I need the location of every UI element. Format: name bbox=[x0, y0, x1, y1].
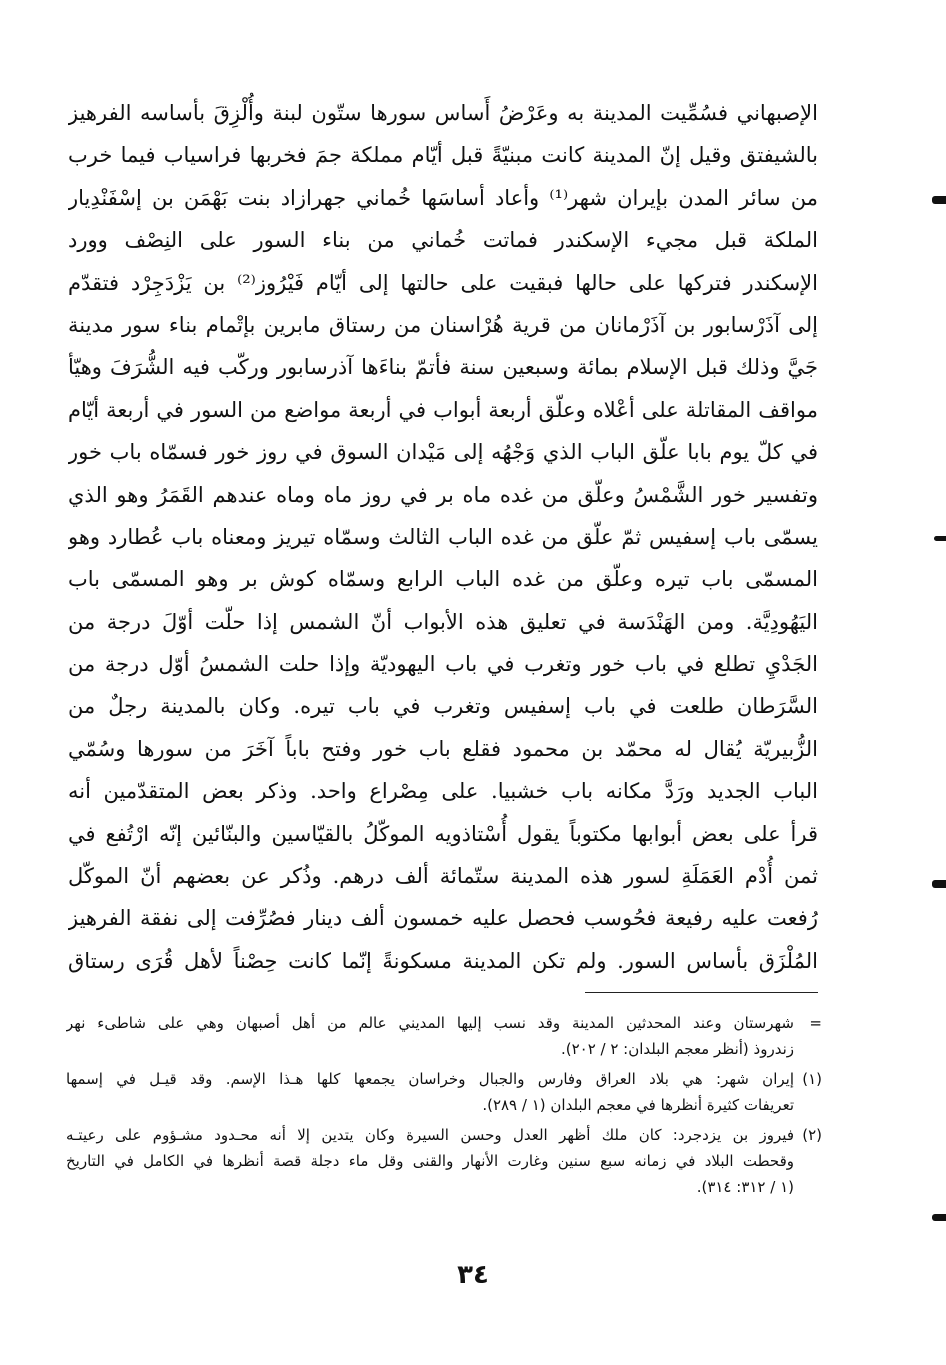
text-line: اليَهُودِيَّة. ومن الهَنْدَسة في تعليق هذه الأبواب أنّ الشمس إذا حلّت أوّلَ درجة من bbox=[68, 609, 818, 634]
text-line: المُلْزَق بأساس السور. ولم تكن المدينة مسكونةً إنّما كانت حِصْناً لأهل قُرَى رستاق bbox=[68, 948, 818, 973]
text-line: في كلّ يوم بابا علّق الباب الذي وَجْهُه إلى مَيْدان السوق في روز خور فسمّاه باب خور bbox=[68, 440, 818, 465]
margin-scan-mark bbox=[932, 1214, 946, 1221]
text-line: الإصبهاني فسُمِّيت المدينة به وعَرْضُ أَساس سورها ستّون لبنة وأُلْزِقَ بأساسه الفرهيز bbox=[68, 101, 818, 125]
footnote-line: (١ / ٣١٢: ٣١٤). bbox=[696, 1178, 794, 1196]
text-line: ثمن أُدْم العَمَلَةِ لسور هذه المدينة ستّمائة ألف درهم. وذُكر عن بعضهم أنّ الموكّل bbox=[68, 864, 818, 889]
footnote bbox=[66, 1066, 822, 1118]
footnote-marker: (١) bbox=[802, 1070, 822, 1088]
footnote-line: تعريفات كثيرة أنظرها في معجم البلدان (١ / ٢٨٩). bbox=[482, 1096, 794, 1114]
margin-scan-mark bbox=[934, 536, 946, 541]
margin-scan-mark bbox=[932, 880, 946, 888]
footnote-line: وقحطت البلاد في زمانه سبع سنين وغارت الأنهار والقنى وقل ماء دجلة قصة أنظرها في الكامل في التاريخ bbox=[66, 1152, 794, 1170]
footnote-line: شهرستان وعند المحدثين المدينة وقد نسب إليها المديني عالم من أهل أصبهان وهي على شاطىء نهر bbox=[66, 1014, 794, 1032]
page-number: ٣٤ bbox=[457, 1260, 489, 1290]
text-line: مواقف المقاتلة على أعْلاه وعلّق أربعة أبواب في أربعة مواضع من السور في أربعة أيّام bbox=[68, 397, 818, 422]
footnotes-block bbox=[66, 1010, 822, 1204]
text-line: رُفعت عليه رفيعة فحُوسب فحصل عليه خمسون ألف دينار فصُرِّفت إلى نفقة الفرهيز bbox=[68, 906, 818, 931]
footnote bbox=[66, 1122, 822, 1200]
text-line: الملكة قبل مجيء الإسكندر فماتت خُماني من بناء السور على النِصْف وورد bbox=[68, 228, 818, 253]
footnote-line: إيران شهر: هي بلاد العراق وفارس والجبال وخراسان يجمعها كلها هـذا الإسم. وقد قيـل في إسمها bbox=[66, 1070, 794, 1088]
text-line: الجَدْيِ تطلع في باب خور وتغرب في باب اليهوديّة وإذا حلت الشمسُ أوّل درجة من bbox=[68, 652, 818, 677]
text-line: وتفسير خور الشَّمْسُ وعلّق من غده ماه بر في روز ماه وماه عندهم القَمَرُ وهو الذي bbox=[68, 482, 818, 507]
footnote-line: زندروذ (أنظر معجم البلدان: ٢ / ٢٠٢). bbox=[560, 1040, 794, 1058]
text-line: الإسكندر فتركها على حالها فبقيت على حالتها إلى أيّام فَيْرُوز⁽²⁾ بن يَزْدَجِرْد فتقدّم bbox=[68, 270, 818, 295]
text-line: الزُّبيريّة يُقال له محمّد بن محمود فقلع باب خور وفتح باباً آخَرَ من سورها وسُمّي bbox=[68, 736, 818, 761]
text-line: يسمّى باب إسفيس ثمّ علّق من غده الباب الثالث وسمّاه تيريز ومعناه باب عُطارد وهو bbox=[68, 524, 818, 549]
margin-scan-mark bbox=[932, 196, 946, 204]
text-line: الباب الجديد ورَدَّ مكانه باب خشبيا. على مِصْراع واحد. وذكر بعض المتقدّمين أنه bbox=[68, 779, 818, 804]
footnote-line: فيروز بن يزدجرد: كان ملك أظهر العدل وحسن السيرة وكان يتدين إلا أنه محـدود مشـؤوم على رعيتـه bbox=[66, 1126, 794, 1144]
text-line: من سائر المدن بإيران شهر⁽¹⁾ وأعاد أساسَها خُماني جهرازاد بنت بَهْمَن بن إسْفَنْدِيار bbox=[68, 185, 818, 210]
footnote bbox=[66, 1010, 822, 1062]
text-line: قرأ على بعض أبوابها مكتوباً يقول أُسْتاذويه الموكّلُ بالقيّاسين والبنّائين إنّه ارْتُفع في bbox=[68, 821, 818, 846]
text-line: السَّرَطان طلعت في باب إسفيس وتغرب في باب تيره. وكان بالمدينة رجلٌ من bbox=[68, 694, 818, 719]
main-text-block bbox=[68, 92, 818, 982]
text-line: بالشيفتق وقيل إنّ المدينة كانت مبنيّةً قبل أيّام مملكة جمَ فخربها فراسياب فيما خرب bbox=[68, 143, 818, 168]
text-line: المسمّى باب تيره وعلّق من غده الباب الرابع وسمّاه كوش بر وهو المسمّى باب bbox=[68, 567, 818, 592]
footnote-marker: = bbox=[809, 1014, 822, 1032]
footnote-separator bbox=[585, 992, 818, 993]
text-line: إلى آذَرْسابور بن آذَرْمانان من قرية هُرْاسنان من رستاق مابرين بإتْمام بناء سور مدينة bbox=[68, 312, 818, 337]
text-line: جَيَّ وذلك قبل الإسلام بمائة وسبعين سنة فأتمّ بناءَها آذرسابور وركّب فيه الشُّرَفَ وهيّأ bbox=[68, 355, 818, 380]
footnote-marker: (٢) bbox=[802, 1126, 822, 1144]
